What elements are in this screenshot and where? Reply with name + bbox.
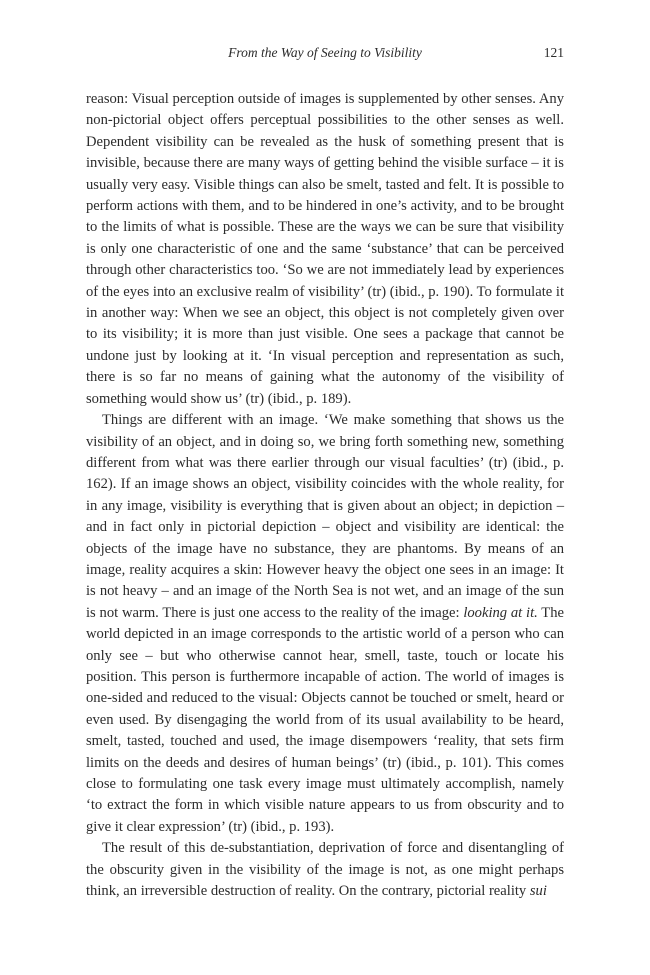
paragraph-1: [86, 89, 564, 410]
page-body: [86, 89, 564, 902]
paragraph-text: reason: Visual perception outside of images is supplemented by other senses. Any non-pictorial object offers perceptual possibilities to the other senses as well. Dependent visibility can be revealed as the husk of something present that is invisible, because there are many ways of getting behind the visible surface – it is usually very easy. Visible things can also be smelt, tasted and felt. It is possible to perform actions with them, and to be hindered in one’s activity, and to be brought to the limits of what is possible. These are the ways we can be sure that visibility is only one characteristic of one and the same ‘substance’ that can be perceived through other characteristics too. ‘So we are not immediately lead by experiences of the eyes into an exclusive realm of visibility’ (tr) (ibid., p. 190). To formulate it in another way: When we see an object, this object is not completely given over to its visibility; it is more than just visible. One sees a package that cannot be undone just by looking at it. ‘In visual perception and representation as such, there is so far no means of gaining what the autonomy of the visibility of something would show us’ (tr) (ibid., p. 189).: [86, 91, 564, 407]
paragraph-text: Things are different with an image. ‘We make something that shows us the visibility of an object, and in doing so, we bring forth something new, something different from what was there earlier through our visual faculties’ (tr) (ibid., p. 162). If an image shows an object, visibility coincides with the whole reality, for in any image, visibility is everything that is given about an object; in depiction – and in fact only in pictorial depiction – object and visibility are identical: the objects of the image have no substance, they are phantoms. By means of an image, reality acquires a skin: However heavy the object one sees in an image: It is not heavy – and an image of the North Sea is not wet, and an image of the sun is not warm. There is just one access to the reality of the image:: [86, 412, 564, 621]
emphasis-text: sui: [529, 883, 547, 900]
paragraph-3: [86, 838, 564, 902]
paragraph-text: The world depicted in an image corresponds to the artistic world of a person who can only see – but who otherwise cannot hear, smell, taste, touch or locate his position. This person is furthermore incapable of action. The world of images is one-sided and reduced to the visual: Objects cannot be touched or smelt, heard or even used. By disengaging the world from of its usual availability to be heard, smelt, tasted, touched and used, the image disempowers ‘reality, that sets firm limits on the deeds and desires of human beings’ (tr) (ibid., p. 101). This comes close to formulating one task every image must ultimately accomplish, namely ‘to extract the form in which visible nature appears to us from obscurity and to give it clear expression’ (tr) (ibid., p. 193).: [86, 604, 564, 835]
running-title: From the Way of Seeing to Visibility: [228, 45, 422, 60]
paragraph-text: The result of this de-substantiation, deprivation of force and disentangling of the obscurity given in the visibility of the image is not, as one might perhaps think, an irreversible destruction of reality. On the contrary, pictorial reality: [86, 840, 564, 900]
page-number: 121: [543, 45, 564, 60]
paragraph-2: [86, 410, 564, 838]
emphasis-text: looking at it.: [463, 604, 538, 621]
running-header: [86, 45, 564, 65]
